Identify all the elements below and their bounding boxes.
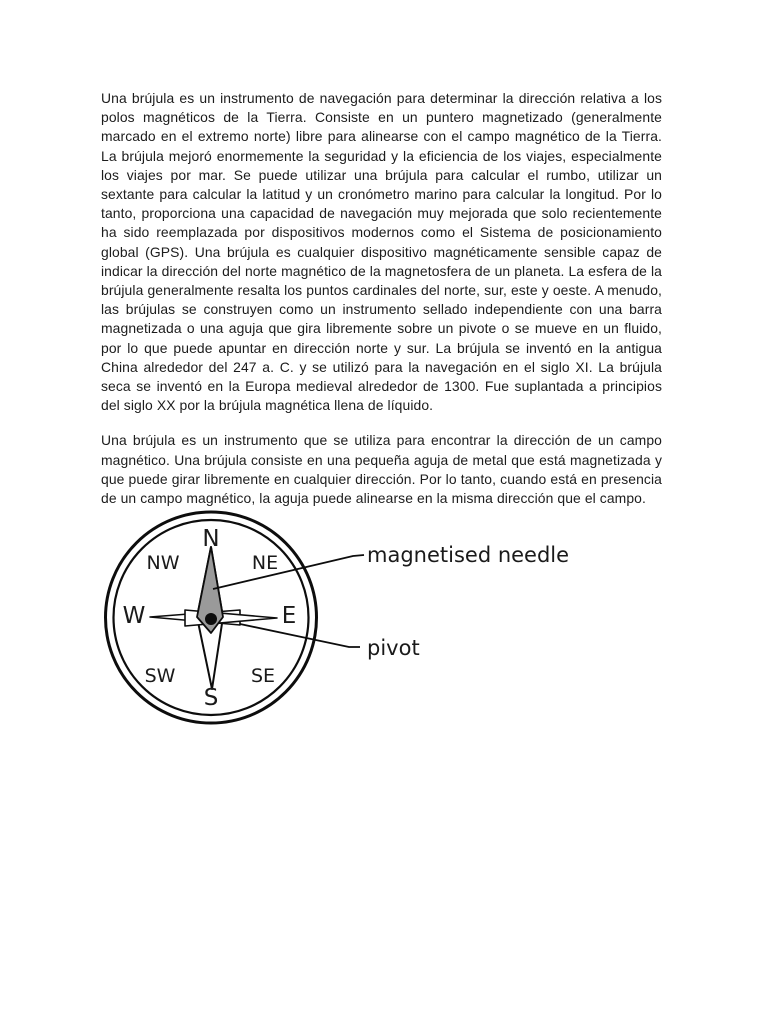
paragraph-compass-definition: Una brújula es un instrumento que se utiliza para encontrar la dirección de un campo magnético. Una brújula consiste en una pequeña aguja de metal que está magnetizada y que puede girar libremente en cualquier dirección. Por lo tanto, cuando está en presencia de un campo magnético, la aguja puede alinearse en la misma dirección que el campo. bbox=[101, 432, 662, 507]
compass-label-nw: NW bbox=[146, 552, 180, 574]
pivot-label: pivot bbox=[367, 636, 420, 660]
compass-label-w: W bbox=[122, 603, 146, 629]
compass-label-e: E bbox=[281, 603, 297, 629]
compass-label-ne: NE bbox=[251, 552, 279, 574]
magnetised-needle-label: magnetised needle bbox=[367, 543, 570, 567]
compass-label-sw: SW bbox=[144, 665, 176, 687]
compass-diagram bbox=[103, 509, 573, 741]
compass-label-s: S bbox=[203, 685, 219, 711]
compass-label-n: N bbox=[202, 526, 220, 552]
pivot-dot bbox=[205, 613, 217, 625]
paragraph-compass-history: Una brújula es un instrumento de navegación para determinar la dirección relativa a los polos magnéticos de la Tierra. Consiste en un puntero magnetizado (generalmente marcado en el extremo norte) libre para alinearse con el campo magnético de la Tierra. La brújula mejoró enormemente la seguridad y la eficiencia de los viajes, especialmente los viajes por mar. Se puede utilizar una brújula para calcular el rumbo, utilizar un sextante para calcular la latitud y un cronómetro marino para calcular la longitud. Por lo tanto, proporciona una capacidad de navegación muy mejorada que solo recientemente ha sido reemplazada por dispositivos modernos como el Sistema de posicionamiento global (GPS). Una brújula es cualquier dispositivo magnéticamente sensible capaz de indicar la dirección del norte magnético de la magnetosfera de un planeta. La esfera de la brújula generalmente resalta los puntos cardinales del norte, sur, este y oeste. A menudo, las brújulas se construyen como un instrumento sellado independiente con una barra magnetizada o una aguja que gira libremente sobre un pivote o se mueve en un fluido, por lo que puede apuntar en dirección norte y sur. La brújula se inventó en la antigua China alrededor del 247 a. C. y se utilizó para la navegación en el siglo XI. La brújula seca se inventó en la Europa medieval alrededor de 1300. Fue suplantada a principios del siglo XX por la brújula magnética llena de líquido. bbox=[101, 90, 662, 414]
compass-label-se: SE bbox=[250, 665, 276, 687]
compass-figure bbox=[103, 509, 573, 741]
pivot-callout-line bbox=[240, 624, 360, 647]
text-block bbox=[101, 89, 662, 524]
